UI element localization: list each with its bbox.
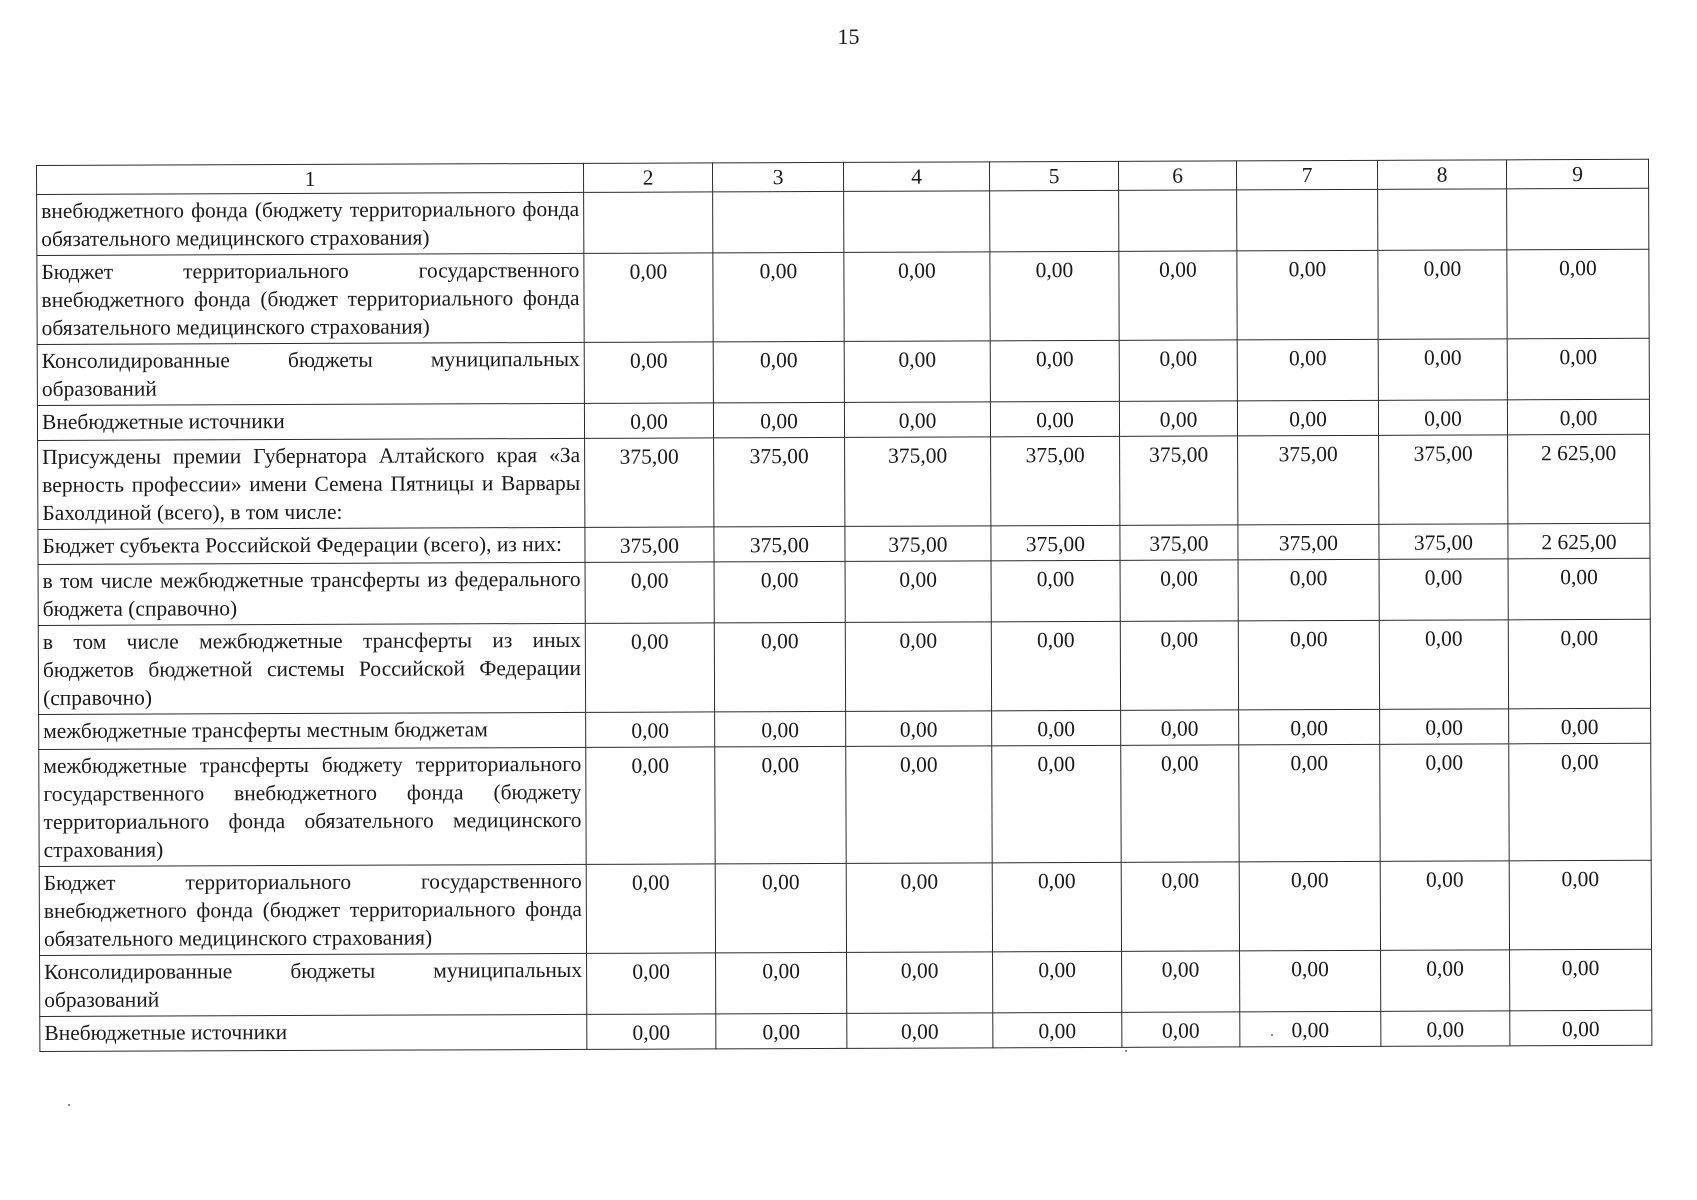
row-label: Внебюджетные источники — [40, 1014, 587, 1051]
column-header: 4 — [843, 162, 989, 192]
value-cell: 375,00 — [1120, 525, 1238, 560]
value-cell: 0,00 — [1380, 744, 1509, 861]
value-cell: 375,00 — [1379, 435, 1508, 524]
value-cell — [584, 192, 713, 253]
value-cell: 0,00 — [1507, 249, 1649, 339]
value-cell: 0,00 — [715, 863, 846, 953]
value-cell: 0,00 — [1239, 744, 1380, 862]
column-header: 1 — [37, 163, 584, 194]
value-cell: 375,00 — [1120, 436, 1238, 525]
value-cell: 375,00 — [714, 526, 845, 562]
value-cell: 0,00 — [713, 402, 844, 438]
table-row — [37, 338, 1649, 405]
value-cell: 0,00 — [844, 402, 990, 438]
value-cell: 0,00 — [1509, 743, 1651, 861]
scan-speck — [68, 1104, 70, 1106]
value-cell: 0,00 — [1509, 860, 1651, 950]
column-header: 9 — [1506, 159, 1648, 189]
value-cell — [1378, 189, 1507, 250]
scan-speck — [1271, 1034, 1273, 1036]
value-cell: 0,00 — [1380, 861, 1509, 950]
value-cell: 0,00 — [585, 562, 714, 623]
value-cell: 375,00 — [714, 437, 845, 527]
value-cell — [713, 191, 844, 253]
value-cell: 0,00 — [584, 403, 713, 438]
value-cell: 0,00 — [1507, 338, 1649, 400]
value-cell: 0,00 — [844, 341, 990, 403]
row-label: Внебюджетные источники — [37, 403, 584, 440]
value-cell: 0,00 — [1120, 560, 1238, 621]
value-cell: 2 625,00 — [1508, 434, 1650, 524]
value-cell: 375,00 — [1238, 524, 1379, 560]
column-header: 5 — [989, 161, 1118, 190]
value-cell: 0,00 — [847, 1013, 993, 1049]
value-cell: 0,00 — [1237, 339, 1378, 401]
row-label: межбюджетные трансферты местным бюджетам — [39, 712, 586, 749]
value-cell: 0,00 — [585, 623, 714, 712]
value-cell: 0,00 — [1119, 340, 1237, 401]
value-cell: 0,00 — [1508, 558, 1650, 620]
value-cell: 0,00 — [587, 953, 716, 1014]
table-row — [39, 860, 1651, 955]
column-header: 7 — [1236, 160, 1377, 190]
value-cell: 0,00 — [714, 622, 845, 712]
row-label: Бюджет территориального государственного внебюджетного фонда (бюджет территориального фонда обязательного медицинского страхования) — [37, 253, 584, 344]
value-cell: 0,00 — [990, 340, 1119, 401]
value-cell: 0,00 — [846, 711, 992, 747]
row-label: Бюджет субъекта Российской Федерации (всего), из них: — [38, 527, 585, 564]
page-number: 15 — [837, 24, 860, 49]
table-row — [39, 743, 1651, 866]
row-label: Консолидированные бюджеты муниципальных образований — [40, 953, 587, 1016]
value-cell: 0,00 — [715, 711, 846, 747]
value-cell: 0,00 — [992, 862, 1121, 951]
row-label: Консолидированные бюджеты муниципальных образований — [37, 342, 584, 405]
value-cell: 0,00 — [1122, 1012, 1240, 1047]
value-cell: 0,00 — [1119, 401, 1237, 436]
value-cell: 0,00 — [992, 710, 1121, 745]
value-cell: 375,00 — [991, 436, 1120, 525]
value-cell: 0,00 — [715, 746, 846, 864]
value-cell: 0,00 — [1121, 862, 1239, 951]
value-cell: 0,00 — [1381, 950, 1510, 1011]
value-cell — [1507, 188, 1649, 250]
table-row — [40, 1010, 1652, 1051]
budget-table — [36, 159, 1652, 1052]
value-cell: 0,00 — [1240, 1011, 1381, 1047]
value-cell: 0,00 — [990, 401, 1119, 436]
value-cell: 0,00 — [716, 952, 847, 1014]
value-cell: 0,00 — [1121, 710, 1239, 745]
column-header: 2 — [583, 163, 712, 192]
value-cell — [990, 190, 1119, 251]
value-cell: 0,00 — [846, 746, 992, 864]
row-label: в том числе межбюджетные трансферты из иных бюджетов бюджетной системы Российской Федерации (справочно) — [38, 623, 585, 714]
value-cell: 375,00 — [1379, 524, 1508, 559]
value-cell: 0,00 — [1379, 620, 1508, 709]
value-cell: 0,00 — [991, 560, 1120, 621]
value-cell: 0,00 — [714, 561, 845, 623]
table-body — [37, 188, 1652, 1051]
value-cell: 0,00 — [1238, 559, 1379, 621]
value-cell: 0,00 — [586, 747, 715, 864]
row-label: в том числе межбюджетные трансферты из федерального бюджета (справочно) — [38, 562, 585, 625]
value-cell: 0,00 — [1510, 949, 1652, 1011]
value-cell: 0,00 — [584, 342, 713, 403]
table-row — [40, 949, 1652, 1016]
value-cell: 375,00 — [845, 526, 991, 562]
value-cell: 0,00 — [1378, 400, 1507, 435]
value-cell: 0,00 — [586, 864, 715, 953]
table-row — [37, 249, 1649, 344]
value-cell: 0,00 — [1120, 621, 1238, 710]
row-label: внебюджетного фонда (бюджету территориального фонда обязательного медицинского страхования) — [37, 192, 584, 255]
value-cell: 0,00 — [716, 1013, 847, 1049]
column-header: 3 — [712, 162, 843, 192]
value-cell: 0,00 — [713, 252, 844, 342]
table-row — [38, 558, 1650, 625]
value-cell: 0,00 — [845, 561, 991, 623]
value-cell: 0,00 — [846, 863, 992, 953]
value-cell: 375,00 — [585, 438, 714, 527]
row-label: Присуждены премии Губернатора Алтайского края «За верность профессии» имени Семена Пятницы и Варвары Бахолдиной (всего), в том числе: — [38, 438, 585, 529]
value-cell: 0,00 — [1507, 399, 1649, 435]
value-cell: 0,00 — [847, 952, 993, 1014]
column-header: 8 — [1377, 160, 1506, 189]
value-cell: 0,00 — [1237, 400, 1378, 436]
value-cell: 0,00 — [1238, 620, 1379, 710]
value-cell: 0,00 — [845, 622, 991, 712]
value-cell: 0,00 — [1380, 709, 1509, 744]
value-cell: 0,00 — [990, 251, 1119, 340]
value-cell: 0,00 — [1119, 251, 1237, 340]
value-cell: 0,00 — [586, 712, 715, 747]
value-cell: 0,00 — [1121, 745, 1239, 862]
value-cell — [844, 191, 990, 253]
value-cell — [1237, 189, 1378, 251]
value-cell: 0,00 — [1378, 339, 1507, 400]
table-row — [38, 619, 1650, 714]
table-row — [37, 188, 1649, 255]
value-cell: 0,00 — [844, 252, 990, 342]
value-cell: 0,00 — [993, 951, 1122, 1012]
value-cell: 0,00 — [1239, 709, 1380, 745]
row-label: межбюджетные трансферты бюджету территориального государственного внебюджетного фонда (бюджету территориального фонда обязательного медицинского страхования) — [39, 747, 586, 866]
scan-speck — [1125, 1050, 1127, 1052]
value-cell: 0,00 — [713, 341, 844, 403]
value-cell: 0,00 — [991, 621, 1120, 710]
row-label: Бюджет территориального государственного внебюджетного фонда (бюджет территориального фонда обязательного медицинского страхования) — [39, 864, 586, 955]
value-cell: 0,00 — [1237, 250, 1378, 340]
value-cell: 0,00 — [1509, 708, 1651, 744]
value-cell: 0,00 — [1379, 559, 1508, 620]
table-row — [38, 434, 1650, 529]
value-cell: 0,00 — [1508, 619, 1650, 709]
value-cell: 0,00 — [587, 1014, 716, 1049]
value-cell: 375,00 — [991, 525, 1120, 560]
value-cell: 375,00 — [1238, 435, 1379, 525]
value-cell: 0,00 — [1240, 950, 1381, 1012]
value-cell: 0,00 — [1122, 951, 1240, 1012]
value-cell — [1119, 190, 1237, 251]
value-cell: 375,00 — [845, 437, 991, 527]
value-cell: 0,00 — [1239, 861, 1380, 951]
value-cell: 0,00 — [992, 745, 1121, 862]
column-header: 6 — [1118, 161, 1236, 190]
value-cell: 2 625,00 — [1508, 523, 1650, 559]
value-cell: 0,00 — [1381, 1011, 1510, 1046]
value-cell: 0,00 — [993, 1012, 1122, 1047]
value-cell: 0,00 — [1510, 1010, 1652, 1046]
value-cell: 0,00 — [1378, 250, 1507, 339]
value-cell: 0,00 — [584, 253, 713, 342]
value-cell: 375,00 — [585, 527, 714, 562]
